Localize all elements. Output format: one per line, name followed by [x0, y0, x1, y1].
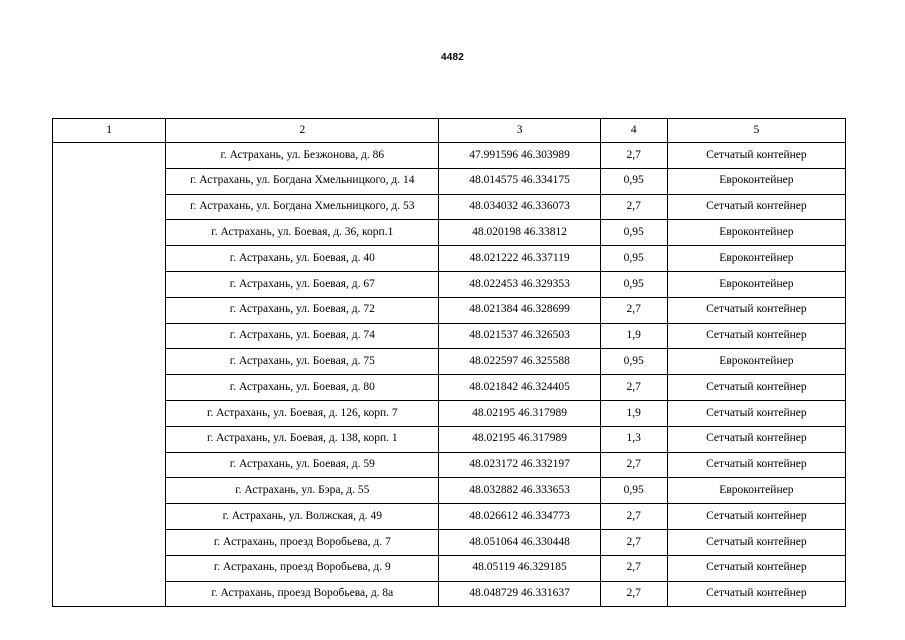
coordinates-cell: 48.048729 46.331637: [439, 581, 600, 607]
table-row: [53, 323, 846, 349]
container-type-cell: Сетчатый контейнер: [667, 504, 845, 530]
header-col-1: 1: [53, 119, 166, 143]
table-row: [53, 375, 846, 401]
address-cell: г. Астрахань, проезд Воробьева, д. 8а: [166, 581, 439, 607]
container-type-cell: Сетчатый контейнер: [667, 143, 845, 169]
container-type-cell: Сетчатый контейнер: [667, 400, 845, 426]
header-col-3: 3: [439, 119, 600, 143]
container-type-cell: Сетчатый контейнер: [667, 581, 845, 607]
container-type-cell: Сетчатый контейнер: [667, 426, 845, 452]
table-row: [53, 426, 846, 452]
volume-cell: 0,95: [600, 246, 667, 272]
volume-cell: 0,95: [600, 220, 667, 246]
address-cell: г. Астрахань, ул. Богдана Хмельницкого, д. 53: [166, 194, 439, 220]
table-row: [53, 271, 846, 297]
header-row: [53, 119, 846, 143]
volume-cell: 2,7: [600, 504, 667, 530]
group-cell-empty: [53, 143, 166, 607]
table-row: [53, 400, 846, 426]
volume-cell: 2,7: [600, 194, 667, 220]
volume-cell: 2,7: [600, 143, 667, 169]
table-header: [53, 119, 846, 143]
table-row: [53, 581, 846, 607]
address-cell: г. Астрахань, ул. Боевая, д. 72: [166, 297, 439, 323]
address-cell: г. Астрахань, проезд Воробьева, д. 9: [166, 555, 439, 581]
table-row: [53, 452, 846, 478]
coordinates-cell: 48.051064 46.330448: [439, 529, 600, 555]
table-row: [53, 349, 846, 375]
container-type-cell: Сетчатый контейнер: [667, 194, 845, 220]
container-type-cell: Евроконтейнер: [667, 349, 845, 375]
container-type-cell: Евроконтейнер: [667, 246, 845, 272]
container-type-cell: Евроконтейнер: [667, 168, 845, 194]
coordinates-cell: 48.022597 46.325588: [439, 349, 600, 375]
coordinates-cell: 48.020198 46.33812: [439, 220, 600, 246]
table-row: [53, 143, 846, 169]
volume-cell: 0,95: [600, 349, 667, 375]
container-sites-table: [52, 118, 846, 607]
header-col-2: 2: [166, 119, 439, 143]
address-cell: г. Астрахань, ул. Боевая, д. 36, корп.1: [166, 220, 439, 246]
address-cell: г. Астрахань, ул. Безжонова, д. 86: [166, 143, 439, 169]
volume-cell: 1,9: [600, 323, 667, 349]
volume-cell: 0,95: [600, 168, 667, 194]
volume-cell: 1,9: [600, 400, 667, 426]
coordinates-cell: 48.022453 46.329353: [439, 271, 600, 297]
container-type-cell: Сетчатый контейнер: [667, 529, 845, 555]
coordinates-cell: 48.021222 46.337119: [439, 246, 600, 272]
address-cell: г. Астрахань, ул. Волжская, д. 49: [166, 504, 439, 530]
coordinates-cell: 48.02195 46.317989: [439, 400, 600, 426]
page-number: 4482: [440, 52, 465, 63]
coordinates-cell: 47.991596 46.303989: [439, 143, 600, 169]
table-row: [53, 220, 846, 246]
volume-cell: 2,7: [600, 375, 667, 401]
container-type-cell: Сетчатый контейнер: [667, 375, 845, 401]
volume-cell: 2,7: [600, 581, 667, 607]
table-row: [53, 194, 846, 220]
address-cell: г. Астрахань, ул. Боевая, д. 138, корп. 1: [166, 426, 439, 452]
coordinates-cell: 48.021842 46.324405: [439, 375, 600, 401]
table-row: [53, 504, 846, 530]
container-type-cell: Евроконтейнер: [667, 478, 845, 504]
volume-cell: 2,7: [600, 452, 667, 478]
address-cell: г. Астрахань, ул. Боевая, д. 75: [166, 349, 439, 375]
header-col-4: 4: [600, 119, 667, 143]
coordinates-cell: 48.023172 46.332197: [439, 452, 600, 478]
coordinates-cell: 48.034032 46.336073: [439, 194, 600, 220]
coordinates-cell: 48.026612 46.334773: [439, 504, 600, 530]
volume-cell: 2,7: [600, 529, 667, 555]
container-type-cell: Сетчатый контейнер: [667, 555, 845, 581]
address-cell: г. Астрахань, проезд Воробьева, д. 7: [166, 529, 439, 555]
volume-cell: 2,7: [600, 297, 667, 323]
container-type-cell: Евроконтейнер: [667, 271, 845, 297]
container-type-cell: Сетчатый контейнер: [667, 297, 845, 323]
volume-cell: 1,3: [600, 426, 667, 452]
address-cell: г. Астрахань, ул. Боевая, д. 74: [166, 323, 439, 349]
table-row: [53, 246, 846, 272]
address-cell: г. Астрахань, ул. Богдана Хмельницкого, д. 14: [166, 168, 439, 194]
coordinates-cell: 48.021384 46.328699: [439, 297, 600, 323]
table-row: [53, 168, 846, 194]
coordinates-cell: 48.02195 46.317989: [439, 426, 600, 452]
table-body: [53, 143, 846, 607]
table-row: [53, 555, 846, 581]
container-type-cell: Сетчатый контейнер: [667, 452, 845, 478]
address-cell: г. Астрахань, ул. Боевая, д. 126, корп. 7: [166, 400, 439, 426]
volume-cell: 0,95: [600, 271, 667, 297]
coordinates-cell: 48.05119 46.329185: [439, 555, 600, 581]
coordinates-cell: 48.032882 46.333653: [439, 478, 600, 504]
coordinates-cell: 48.021537 46.326503: [439, 323, 600, 349]
address-cell: г. Астрахань, ул. Боевая, д. 40: [166, 246, 439, 272]
table-row: [53, 297, 846, 323]
table-row: [53, 478, 846, 504]
address-cell: г. Астрахань, ул. Боевая, д. 67: [166, 271, 439, 297]
container-type-cell: Сетчатый контейнер: [667, 323, 845, 349]
header-col-5: 5: [667, 119, 845, 143]
address-cell: г. Астрахань, ул. Боевая, д. 80: [166, 375, 439, 401]
table-row: [53, 529, 846, 555]
address-cell: г. Астрахань, ул. Бэра, д. 55: [166, 478, 439, 504]
coordinates-cell: 48.014575 46.334175: [439, 168, 600, 194]
address-cell: г. Астрахань, ул. Боевая, д. 59: [166, 452, 439, 478]
volume-cell: 0,95: [600, 478, 667, 504]
volume-cell: 2,7: [600, 555, 667, 581]
container-type-cell: Евроконтейнер: [667, 220, 845, 246]
